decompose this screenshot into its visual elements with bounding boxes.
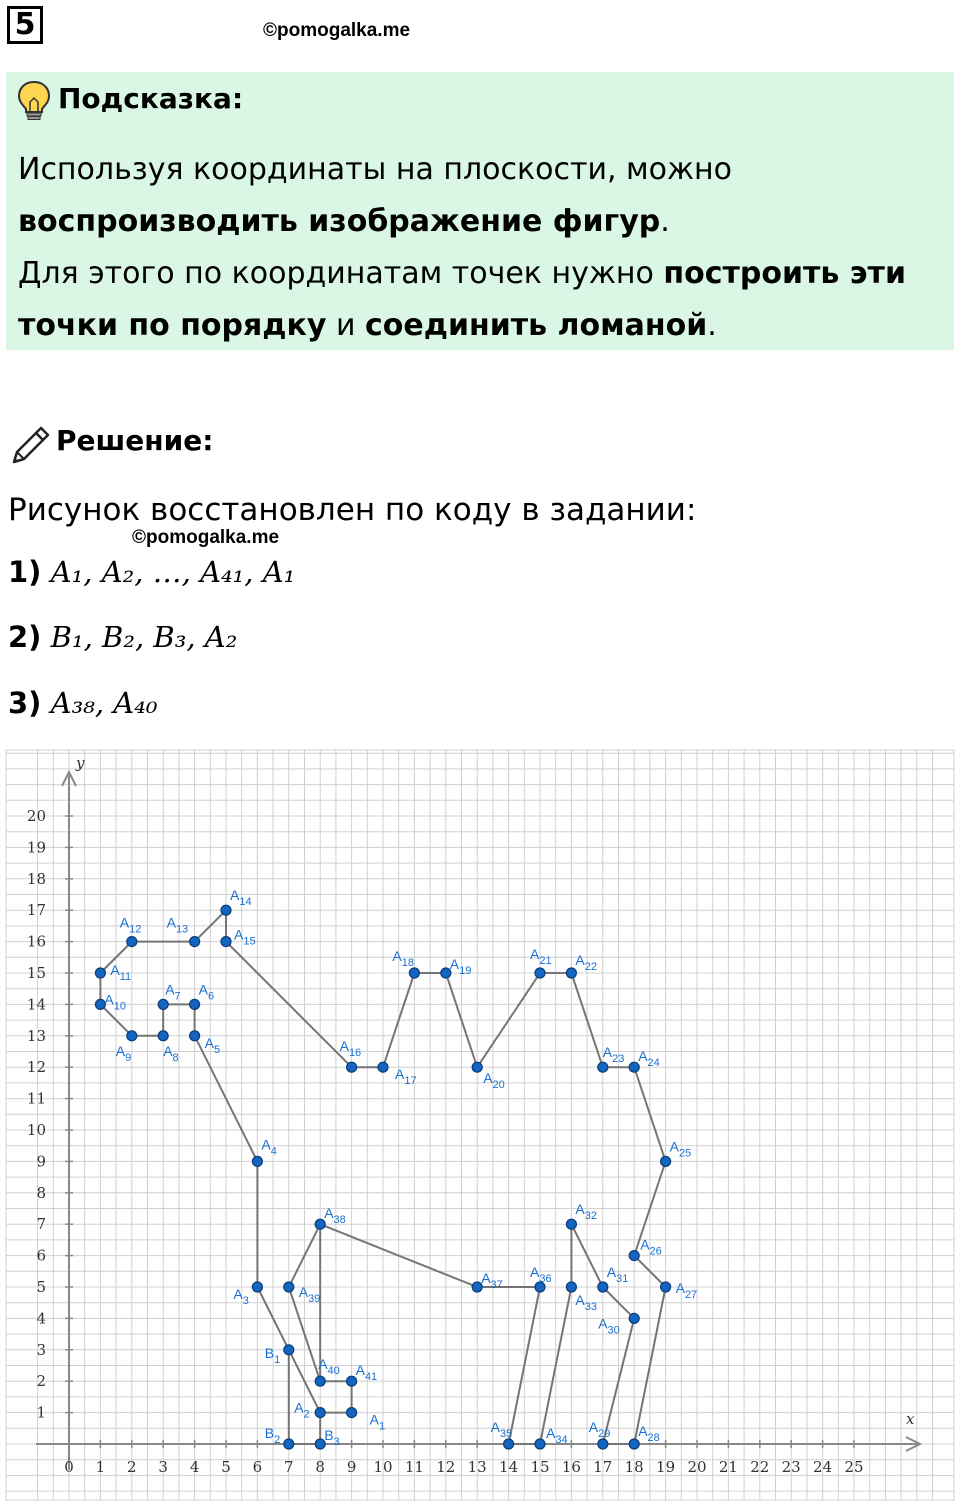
y-tick-label: 19	[26, 838, 46, 857]
y-tick-label: 10	[26, 1121, 46, 1139]
point-a12	[127, 937, 137, 947]
label-a31: $A_{31}$	[606, 1264, 629, 1285]
point-a35	[504, 1439, 514, 1449]
y-tick-label: 6	[36, 1246, 46, 1265]
label-a16: $A_{16}$	[339, 1038, 362, 1060]
point-a8	[158, 1031, 168, 1041]
x-tick-label: 3	[158, 1458, 168, 1476]
solution-title: Решение:	[56, 424, 214, 457]
point-a30	[629, 1313, 639, 1323]
x-tick-label: 5	[221, 1458, 231, 1476]
step-2	[8, 620, 237, 654]
step-1-number: 1)	[8, 555, 42, 589]
x-tick-label: 14	[499, 1458, 519, 1476]
hint-line-2-tail: .	[660, 204, 670, 239]
step-2-text: B₁, B₂, B₃, A₂	[50, 620, 238, 654]
label-a29: $A_{29}$	[588, 1419, 611, 1440]
hint-text	[18, 144, 948, 352]
point-a28	[629, 1439, 639, 1449]
point-a20	[472, 1062, 482, 1072]
label-a22: $A_{22}$	[575, 952, 597, 973]
coordinate-plane	[0, 745, 960, 1505]
label-a37: $A_{37}$	[481, 1270, 503, 1291]
pencil-icon	[8, 422, 54, 468]
y-tick-label: 9	[36, 1152, 46, 1171]
x-tick-label: 0	[64, 1458, 74, 1476]
label-a36: $A_{36}$	[530, 1264, 552, 1285]
label-a13: $A_{13}$	[166, 914, 189, 936]
label-a41: $A_{41}$	[355, 1362, 378, 1384]
point-a22	[566, 968, 576, 978]
label-a8: $A_8$	[163, 1042, 179, 1064]
y-tick-label: 11	[26, 1089, 46, 1108]
y-tick-label: 14	[26, 995, 46, 1014]
x-tick-label: 16	[561, 1458, 581, 1476]
y-axis-label: y	[76, 754, 85, 772]
label-a18: $A_{18}$	[392, 948, 414, 969]
hint-line-1: Используя координаты на плоскости, можно	[18, 152, 733, 187]
label-a11: $A_{11}$	[110, 962, 132, 983]
point-a21	[535, 968, 545, 978]
point-a6	[190, 999, 200, 1009]
tick-labels	[27, 807, 864, 1476]
x-tick-label: 10	[373, 1458, 393, 1476]
label-a21: $A_{21}$	[530, 946, 552, 967]
hint-bold-1: воспроизводить изображение фигур	[18, 204, 661, 239]
hint-bold-4: соединить ломаной	[365, 308, 708, 343]
point-a31	[598, 1282, 608, 1292]
watermark-middle: ©pomogalka.me	[132, 527, 280, 548]
point-a4	[252, 1156, 262, 1166]
label-a33: $A_{33}$	[575, 1292, 597, 1313]
x-tick-label: 9	[346, 1458, 357, 1476]
hint-bold-3: точки по порядку	[18, 308, 327, 343]
label-b2: $B_2$	[264, 1425, 281, 1446]
solution-intro: Рисунок восстановлен по коду в задании:	[8, 492, 697, 528]
label-a30: $A_{30}$	[598, 1315, 620, 1337]
label-a15: $A_{15}$	[234, 926, 256, 948]
point-a29	[598, 1439, 608, 1449]
watermark-top: ©pomogalka.me	[263, 20, 411, 41]
y-tick-label: 3	[36, 1340, 46, 1359]
x-tick-label: 1	[95, 1458, 106, 1476]
y-tick-label: 7	[36, 1215, 46, 1234]
axes	[36, 754, 920, 1470]
label-a35: $A_{35}$	[490, 1419, 513, 1440]
label-a9: $A_9$	[115, 1042, 132, 1064]
step-3-text: A₃₈, A₄₀	[50, 686, 158, 720]
label-a28: $A_{28}$	[638, 1423, 660, 1444]
hint-line-4-mid: и	[326, 308, 366, 343]
point-a15	[221, 937, 231, 947]
y-tick-label: 4	[36, 1309, 46, 1328]
point-a34	[535, 1439, 545, 1449]
y-tick-label: 18	[26, 869, 46, 888]
point-a1	[347, 1408, 357, 1418]
x-tick-label: 15	[530, 1458, 550, 1476]
point-a33	[566, 1282, 576, 1292]
label-a1: $A_1$	[369, 1411, 386, 1433]
x-tick-label: 2	[127, 1458, 137, 1476]
point-a7	[158, 999, 168, 1009]
x-tick-label: 25	[844, 1458, 864, 1476]
x-tick-label: 22	[750, 1458, 770, 1476]
label-b1: $B_1$	[264, 1344, 281, 1366]
x-tick-label: 6	[252, 1458, 263, 1476]
x-tick-label: 17	[593, 1458, 613, 1476]
point-a32	[566, 1219, 576, 1229]
hint-title: Подсказка:	[58, 82, 244, 115]
y-tick-label: 8	[36, 1183, 46, 1202]
point-b2	[284, 1439, 294, 1449]
step-1	[8, 555, 295, 589]
label-b3: $B_3$	[324, 1427, 340, 1448]
hint-line-3-plain: Для этого по координатам точек нужно	[18, 256, 664, 291]
label-a38: $A_{38}$	[324, 1205, 346, 1227]
point-a27	[661, 1282, 671, 1292]
label-a20: $A_{20}$	[483, 1070, 505, 1092]
label-a17: $A_{17}$	[395, 1066, 417, 1088]
point-a23	[598, 1062, 608, 1072]
y-tick-label: 15	[26, 964, 46, 982]
x-tick-label: 21	[718, 1458, 738, 1476]
point-a3	[252, 1282, 262, 1292]
point-a39	[284, 1282, 294, 1292]
hint-line-4	[18, 300, 948, 352]
label-a2: $A_2$	[294, 1399, 310, 1421]
x-tick-label: 20	[687, 1458, 707, 1476]
hint-line-3	[18, 248, 948, 300]
x-tick-label: 12	[436, 1458, 456, 1476]
y-tick-label: 1	[36, 1403, 46, 1422]
label-a4: $A_4$	[261, 1136, 277, 1158]
point-a2	[315, 1408, 325, 1418]
point-a13	[190, 937, 200, 947]
lightbulb-icon	[14, 78, 54, 122]
grid	[6, 750, 954, 1500]
label-a23: $A_{23}$	[602, 1044, 625, 1066]
x-tick-label: 23	[781, 1458, 801, 1476]
x-tick-label: 8	[315, 1458, 325, 1476]
y-tick-label: 16	[26, 932, 46, 951]
y-tick-label: 5	[36, 1278, 46, 1296]
point-a40	[315, 1376, 325, 1386]
task-number: 5	[7, 6, 43, 44]
label-a3: $A_3$	[233, 1286, 249, 1307]
y-tick-label: 20	[26, 807, 46, 825]
label-a14: $A_{14}$	[230, 887, 252, 909]
hint-line-2	[18, 196, 948, 248]
x-tick-label: 18	[624, 1458, 644, 1476]
grid-border	[6, 750, 954, 1500]
label-a12: $A_{12}$	[119, 914, 142, 936]
point-a9	[127, 1031, 137, 1041]
point-a14	[221, 905, 231, 915]
x-tick-label: 7	[284, 1458, 294, 1476]
hint-bold-2: построить эти	[663, 256, 906, 291]
y-tick-label: 13	[26, 1026, 46, 1045]
point-a5	[190, 1031, 200, 1041]
label-a6: $A_6$	[198, 981, 215, 1003]
y-tick-label: 12	[26, 1058, 46, 1077]
label-a39: $A_{39}$	[298, 1284, 321, 1305]
label-a27: $A_{27}$	[675, 1280, 698, 1301]
label-a40: $A_{40}$	[318, 1356, 340, 1378]
label-a10: $A_{10}$	[104, 991, 126, 1013]
y-tick-label: 2	[36, 1372, 46, 1391]
y-tick-label: 17	[26, 901, 46, 920]
point-a11	[95, 968, 105, 978]
x-axis-label: x	[906, 1410, 915, 1428]
point-labels	[104, 887, 697, 1448]
point-a26	[629, 1251, 639, 1261]
label-a24: $A_{24}$	[638, 1048, 660, 1070]
point-a25	[661, 1156, 671, 1166]
label-a26: $A_{26}$	[640, 1236, 662, 1258]
x-tick-label: 19	[656, 1458, 676, 1476]
point-b1	[284, 1345, 294, 1355]
x-tick-label: 13	[467, 1458, 487, 1476]
label-a32: $A_{32}$	[575, 1201, 597, 1223]
label-a19: $A_{19}$	[449, 956, 472, 977]
step-3	[8, 686, 157, 720]
hint-line-4-tail: .	[707, 308, 717, 343]
point-a18	[409, 968, 419, 978]
label-a34: $A_{34}$	[546, 1425, 568, 1446]
x-tick-label: 24	[813, 1458, 833, 1476]
point-a16	[347, 1062, 357, 1072]
step-3-number: 3)	[8, 686, 42, 720]
label-a25: $A_{25}$	[669, 1138, 692, 1160]
label-a5: $A_5$	[204, 1034, 221, 1056]
label-a7: $A_7$	[165, 981, 181, 1003]
x-tick-label: 11	[404, 1458, 424, 1476]
step-2-number: 2)	[8, 620, 42, 654]
x-tick-label: 4	[189, 1458, 200, 1476]
step-1-text: A₁, A₂, …, A₄₁, A₁	[50, 555, 296, 589]
point-a17	[378, 1062, 388, 1072]
